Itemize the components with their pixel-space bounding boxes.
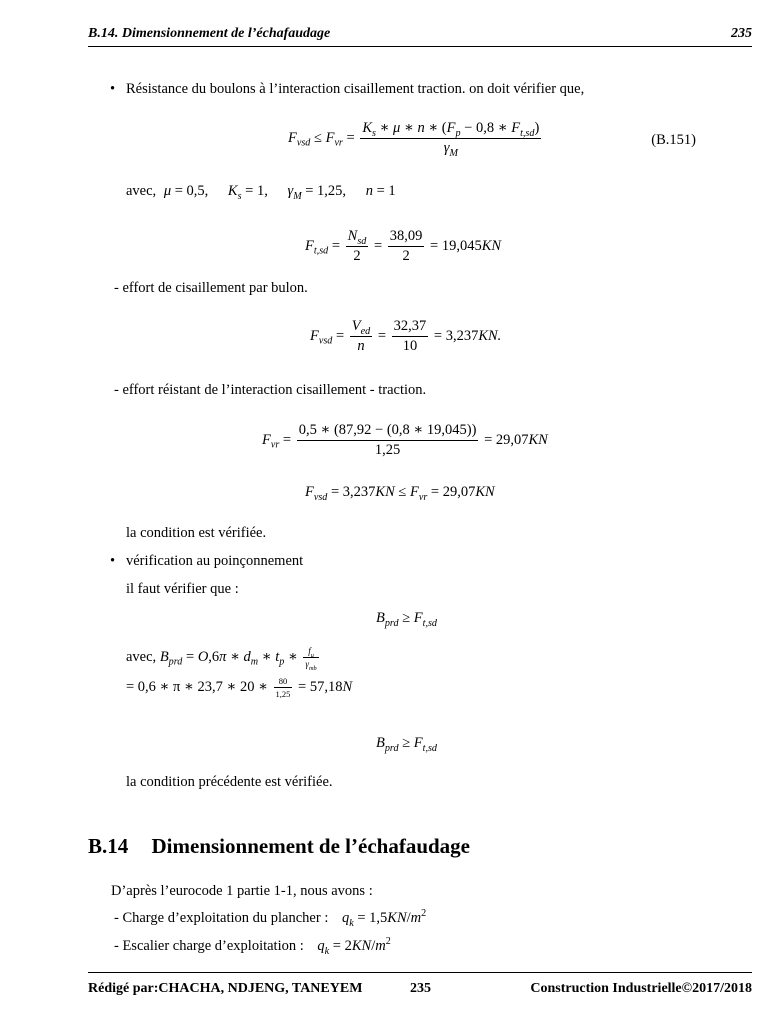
section-intro: D’après l’eurocode 1 partie 1-1, nous avons : <box>111 883 373 899</box>
equation-b151-fraction: $\frac{K_s ∗ \mu ∗ n ∗ (F_p - 0,8 ∗ F_{t,sd})}{\gamma_M}$ <box>362 120 540 159</box>
equation-bprd-check: $B_{prd} \ge F_{t,sd}$ <box>376 610 437 629</box>
footer-authors: Rédigé par:CHACHA, NDJENG, TANEYEM <box>88 981 363 996</box>
bullet-punching-text: • vérification au poinçonnement <box>126 552 303 570</box>
previous-condition-verified-text: la condition précédente est vérifiée. <box>126 774 333 790</box>
section-title: Dimensionnement de l’échafaudage <box>151 834 471 858</box>
dash-resisting-effort: - effort réistant de l’interaction cisaillement - traction. <box>114 382 427 398</box>
running-header <box>88 26 752 44</box>
footer-page-number: 235 <box>410 981 431 996</box>
load-stair: - Escalier charge d’exploitation : $q_k = 2KN/m^2$ <box>114 936 391 957</box>
equation-ftsd: $F_{t,sd}$ = $\frac{N_{sd}}{2}$ = $\frac{38,09}{2}$ = 19,045KN <box>305 228 502 264</box>
equation-number: (B.151) <box>651 132 696 148</box>
section-number: B.14 <box>88 834 129 858</box>
section-heading <box>88 834 470 859</box>
header-rule <box>88 46 752 47</box>
equation-comparison: $F_{vsd} = 3,237KN \le F_{vr} = 29,07KN$ <box>305 484 495 503</box>
equation-fvsd: $F_{vsd}$ = $\frac{V_{ed}}{n}$ = $\frac{32,37}{10}$ = 3,237KN. <box>310 318 502 354</box>
footer-rule <box>88 972 752 973</box>
header-page-number: 235 <box>731 26 752 41</box>
equation-bprd-numeric: = 0,6 ∗ π ∗ 23,7 ∗ 20 ∗ $\frac{80}{1,25}$ = 57,18N <box>126 676 353 699</box>
avec-label: avec, <box>126 183 157 199</box>
equation-fvr: $F_{vr}$ = $\frac{0,5 ∗ (87,92 - (0,8 ∗ 19,045))}{1,25}$ = 29,07KN <box>262 422 548 458</box>
bullet-interaction-text: • Résistance du boulons à l’interaction cisaillement traction. on doit vérifier que, <box>126 80 584 98</box>
load-floor: - Charge d’exploitation du plancher : $q_k = 1,5KN/m^2$ <box>114 908 427 929</box>
condition-verified-text: la condition est vérifiée. <box>126 525 267 541</box>
equation-b151: $F_{vsd} \le F_{vr}$ = $\frac{K_s ∗ \mu ∗ n ∗ (F_p - 0,8 ∗ F_{t,sd})}{\gamma_M}$ <box>288 120 540 159</box>
footer-course: Construction Industrielle©2017/2018 <box>530 981 752 996</box>
must-verify-text: il faut vérifier que : <box>126 581 239 597</box>
dash-shear-per-bolt: - effort de cisaillement par bulon. <box>114 280 308 296</box>
header-title: B.14. Dimensionnement de l’échafaudage <box>88 26 331 41</box>
equation-bprd-definition: avec, $B_{prd} = O,6\pi$ ∗ $d_m$ ∗ $t_p$ ∗ $\frac{f_u}{\gamma_{mb}}$ <box>126 646 317 672</box>
equation-bprd-check-2: $B_{prd} \ge F_{t,sd}$ <box>376 735 437 754</box>
footer <box>88 981 752 997</box>
parameters-line: avec, μ = 0,5, $K_s = 1$, $\gamma_M = 1,25$, n = 1 <box>126 183 396 202</box>
